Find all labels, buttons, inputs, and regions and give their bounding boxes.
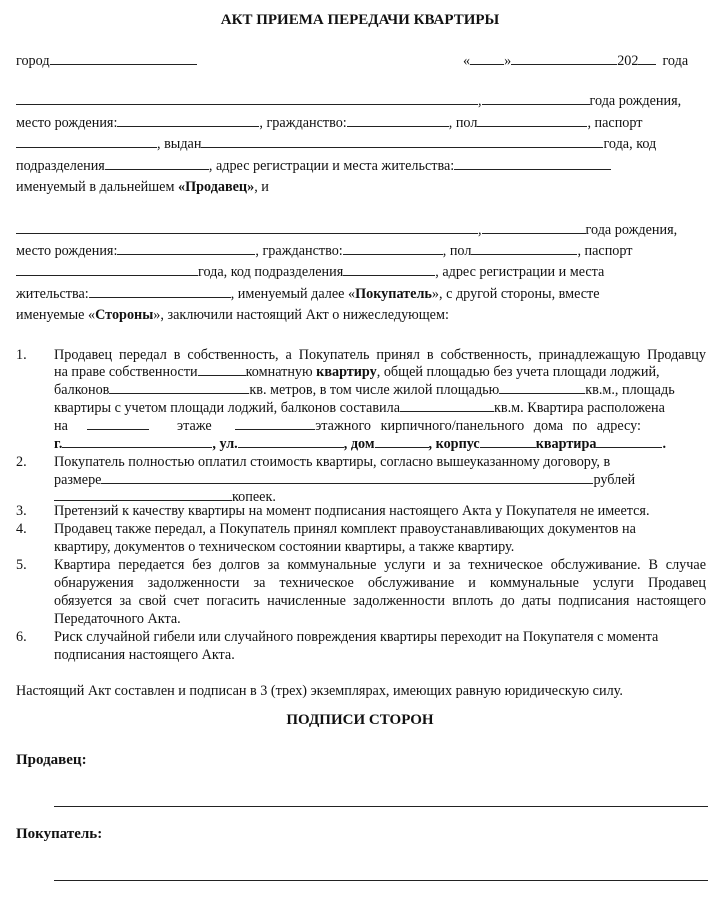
buyer-line-1: , года рождения, (16, 220, 706, 240)
buyer-code-label: года, код подразделения (198, 264, 344, 280)
buyer-line-2 (16, 241, 706, 261)
seller-line-3 (16, 134, 706, 154)
total-area-blank[interactable] (109, 380, 249, 394)
floor-label: этаже (176, 418, 212, 434)
building-type-label: этажного кирпичного/панельного дома по адресу: (315, 418, 641, 434)
address-building-blank[interactable] (480, 434, 536, 448)
loggia-area-label: квартиры с учетом площади лоджий, балконов составила (54, 400, 401, 416)
living-area-blank[interactable] (499, 380, 585, 394)
item-1-line-1: Продавец передал в собственность, а Покупатель принял в собственность, принадлежащую Продавцу (54, 347, 706, 363)
item-6-line-1: Риск случайной гибели или случайного повреждения квартиры переходит на Покупателя с момента (54, 629, 659, 645)
location-label: кв.м. Квартира расположена (494, 400, 665, 416)
floors-total-blank[interactable] (235, 416, 315, 430)
buyer-passport-label: , паспорт (577, 243, 633, 259)
buyer-signature-line[interactable] (54, 879, 708, 881)
seller-issued-label: , выдан (157, 136, 202, 152)
buyer-address-label: , адрес регистрации и места (435, 264, 605, 280)
date-month-blank[interactable] (511, 51, 617, 65)
closing-statement: Настоящий Акт составлен и подписан в 3 (трех) экземплярах, имеющих равную юридическую силу. (16, 683, 623, 699)
buyer-named-tail: », с другой стороны, вместе (431, 286, 600, 302)
balcony-label: балконов (54, 382, 110, 398)
buyer-role-label: Покупатель (355, 286, 432, 302)
buyer-signature-label: Покупатель: (16, 826, 103, 842)
seller-named-text: именуемый в дальнейшем (16, 179, 178, 195)
parties-text-tail: », заключили настоящий Акт о нижеследующем: (153, 307, 449, 323)
item-1-number: 1. (16, 347, 27, 363)
item-6-line-2: подписания настоящего Акта. (54, 647, 235, 663)
item-5-line-3: обязуется за свой счет погасить начисленные задолженности вплоть до даты подписания настоящего (54, 593, 706, 609)
floor-blank[interactable] (87, 416, 149, 430)
buyer-name-blank[interactable] (16, 220, 478, 234)
kopecks-label: копеек. (232, 489, 276, 505)
address-city-blank[interactable] (62, 434, 212, 448)
buyer-line-4 (16, 284, 706, 304)
city-blank[interactable] (50, 51, 197, 65)
rubles-label: рублей (593, 472, 636, 488)
parties-role-label: Стороны (95, 307, 154, 323)
apartment-bold: квартиру (316, 364, 377, 380)
seller-line-5 (16, 177, 706, 197)
date-day-blank[interactable] (470, 51, 504, 65)
buyer-residence-label: жительства: (16, 286, 89, 302)
address-flat-blank[interactable] (596, 434, 662, 448)
street-label: , ул. (212, 436, 238, 452)
seller-issued-blank[interactable] (201, 134, 603, 148)
date-close-quote: » (504, 53, 512, 69)
parties-text: именуемые « (16, 307, 96, 323)
seller-passport-blank[interactable] (16, 134, 157, 148)
seller-birth-place-label: место рождения: (16, 115, 118, 131)
item-4-line-1: Продавец также передал, а Покупатель принял комплект правоустанавливающих документов на (54, 521, 636, 537)
seller-passport-label: , паспорт (587, 115, 643, 131)
seller-division-label: подразделения (16, 158, 105, 174)
document-title: АКТ ПРИЕМА ПЕРЕДАЧИ КВАРТИРЫ (220, 12, 500, 28)
buyer-named-text: , именуемый далее « (230, 286, 356, 302)
flat-label: квартира (535, 436, 597, 452)
address-house-blank[interactable] (375, 434, 429, 448)
item-2-line-1: Покупатель полностью оплатил стоимость квартиры, согласно вышеуказанному договору, в (54, 454, 611, 470)
buyer-passport-blank[interactable] (16, 262, 198, 276)
address-street-blank[interactable] (238, 434, 344, 448)
item-5-line-1: Квартира передается без долгов за коммунальные услуги и за техническое обслуживание. В случае (54, 557, 706, 573)
seller-code-year-label: года, код (603, 136, 657, 152)
date-open-quote: « (463, 53, 471, 69)
on-label: на (54, 418, 68, 434)
buyer-line-3 (16, 262, 706, 282)
loggia-area-blank[interactable] (400, 398, 494, 412)
year-suffix: года (662, 53, 689, 69)
buyer-code-blank[interactable] (343, 262, 435, 276)
city-abbr-label: г. (54, 436, 63, 452)
item-1-line-2 (54, 362, 706, 382)
year-blank[interactable] (638, 51, 656, 65)
item-1-line-6: г. , ул. , дом , корпус квартира . (54, 436, 667, 452)
seller-line-2 (16, 113, 706, 133)
item-1-line-3 (54, 380, 706, 400)
seller-signature-label: Продавец: (16, 752, 87, 768)
item-1-line-4 (54, 398, 706, 418)
item-3-number: 3. (16, 503, 27, 519)
building-label: , корпус (428, 436, 480, 452)
item-1-area-text: , общей площадью без учета площади лоджий, (376, 364, 660, 380)
item-2-number: 2. (16, 454, 27, 470)
seller-name-blank[interactable] (16, 91, 478, 105)
house-label: , дом (343, 436, 375, 452)
amount-label: размере (54, 472, 102, 488)
rooms-blank[interactable] (198, 362, 246, 376)
seller-signature-line[interactable] (54, 805, 708, 807)
city-label: город (16, 53, 50, 69)
seller-birth-year-label: года рождения, (589, 93, 682, 109)
item-1-ownership-text: на праве собственности (54, 364, 198, 380)
rubles-blank[interactable] (101, 470, 593, 484)
buyer-birth-place-blank[interactable] (117, 241, 255, 255)
seller-line-1: , года рождения, (16, 91, 706, 111)
year-prefix: 202 (617, 53, 639, 69)
buyer-sex-blank[interactable] (471, 241, 577, 255)
item-5-number: 5. (16, 557, 27, 573)
item-5-line-2: обнаружения задолженности за техническое обслуживание и коммунальные услуги Продавец (54, 575, 706, 591)
buyer-citizenship-label: , гражданство: (255, 243, 343, 259)
buyer-birth-year-blank[interactable] (482, 220, 586, 234)
item-3-text: Претензий к качеству квартиры на момент подписания настоящего Акта у Покупателя не имеется. (54, 503, 650, 519)
city-date-line (16, 51, 706, 71)
buyer-birth-place-label: место рождения: (16, 243, 118, 259)
seller-role-label: «Продавец» (177, 179, 255, 195)
buyer-birth-year-label: года рождения, (585, 222, 678, 238)
buyer-residence-blank[interactable] (89, 284, 231, 298)
buyer-citizenship-blank[interactable] (343, 241, 443, 255)
buyer-sex-label: , пол (442, 243, 472, 259)
living-area-label: кв. метров, в том числе жилой площадью (249, 382, 500, 398)
item-1-sqm-text: кв.м., площадь (585, 382, 675, 398)
item-4-number: 4. (16, 521, 27, 537)
seller-birth-place-blank[interactable] (117, 113, 259, 127)
seller-named-tail: , и (254, 179, 269, 195)
item-1-line-5 (54, 416, 706, 436)
seller-birth-year-blank[interactable] (482, 91, 590, 105)
seller-address-label: , адрес регистрации и места жительства: (208, 158, 455, 174)
seller-sex-blank[interactable] (477, 113, 587, 127)
rooms-label: комнатную (245, 364, 317, 380)
seller-address-blank[interactable] (454, 156, 611, 170)
seller-division-blank[interactable] (105, 156, 209, 170)
kopecks-blank[interactable] (54, 487, 232, 501)
item-4-line-2: квартиру, документов о техническом состоянии квартиры, а также квартиру. (54, 539, 515, 555)
seller-line-4 (16, 156, 706, 176)
item-5-line-4: Передаточного Акта. (54, 611, 181, 627)
seller-citizenship-label: , гражданство: (259, 115, 347, 131)
buyer-line-5 (16, 305, 706, 325)
seller-citizenship-blank[interactable] (347, 113, 449, 127)
item-6-number: 6. (16, 629, 27, 645)
seller-sex-label: , пол (448, 115, 478, 131)
signatures-heading: ПОДПИСИ СТОРОН (286, 712, 434, 728)
